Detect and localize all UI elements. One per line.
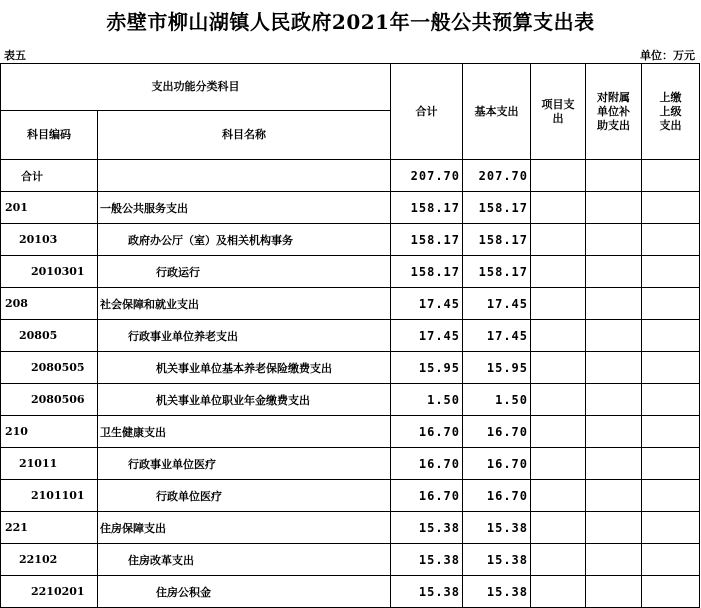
budget-table xyxy=(0,63,700,608)
row-subsidy xyxy=(586,576,642,608)
row-code: 20805 xyxy=(1,320,98,352)
row-project xyxy=(531,352,586,384)
row-basic: 158.17 xyxy=(463,192,531,224)
row-upper xyxy=(642,544,700,576)
table-row xyxy=(1,288,700,320)
row-total: 15.95 xyxy=(391,352,463,384)
row-basic: 16.70 xyxy=(463,448,531,480)
row-basic: 15.38 xyxy=(463,576,531,608)
row-name: 住房改革支出 xyxy=(98,544,391,576)
row-name: 行政事业单位养老支出 xyxy=(98,320,391,352)
row-name xyxy=(98,160,391,192)
header-name: 科目名称 xyxy=(98,111,391,160)
header-project: 项目支出 xyxy=(531,64,586,160)
row-basic: 16.70 xyxy=(463,416,531,448)
row-name: 行政事业单位医疗 xyxy=(98,448,391,480)
row-project xyxy=(531,320,586,352)
row-upper xyxy=(642,384,700,416)
header-group: 支出功能分类科目 xyxy=(1,64,391,111)
row-upper xyxy=(642,416,700,448)
row-project xyxy=(531,448,586,480)
table-row xyxy=(1,320,700,352)
row-project xyxy=(531,416,586,448)
row-basic: 1.50 xyxy=(463,384,531,416)
row-upper xyxy=(642,224,700,256)
row-code: 21011 xyxy=(1,448,98,480)
row-total: 15.38 xyxy=(391,544,463,576)
row-total: 158.17 xyxy=(391,224,463,256)
row-basic: 15.38 xyxy=(463,544,531,576)
row-code: 合计 xyxy=(1,160,98,192)
table-row xyxy=(1,160,700,192)
row-subsidy xyxy=(586,448,642,480)
row-basic: 158.17 xyxy=(463,256,531,288)
row-name: 行政单位医疗 xyxy=(98,480,391,512)
page-title: 赤壁市柳山湖镇人民政府2021年一般公共预算支出表 xyxy=(106,10,595,34)
row-code: 2080505 xyxy=(1,352,98,384)
row-name: 社会保障和就业支出 xyxy=(98,288,391,320)
row-project xyxy=(531,384,586,416)
row-subsidy xyxy=(586,224,642,256)
row-code: 2101101 xyxy=(1,480,98,512)
row-upper xyxy=(642,192,700,224)
row-total: 16.70 xyxy=(391,416,463,448)
row-name: 机关事业单位基本养老保险缴费支出 xyxy=(98,352,391,384)
row-total: 15.38 xyxy=(391,576,463,608)
table-row xyxy=(1,576,700,608)
row-code: 201 xyxy=(1,192,98,224)
table-row xyxy=(1,192,700,224)
row-code: 2010301 xyxy=(1,256,98,288)
header-subsidy: 对附属单位补助支出 xyxy=(586,64,642,160)
row-subsidy xyxy=(586,352,642,384)
row-subsidy xyxy=(586,288,642,320)
row-project xyxy=(531,576,586,608)
row-upper xyxy=(642,288,700,320)
row-total: 15.38 xyxy=(391,512,463,544)
row-code: 20103 xyxy=(1,224,98,256)
unit-label: 单位：万元 xyxy=(640,49,695,62)
row-upper xyxy=(642,352,700,384)
table-row xyxy=(1,512,700,544)
row-project xyxy=(531,224,586,256)
table-row xyxy=(1,480,700,512)
row-basic: 207.70 xyxy=(463,160,531,192)
header-total: 合计 xyxy=(391,64,463,160)
row-code: 2080506 xyxy=(1,384,98,416)
row-upper xyxy=(642,448,700,480)
row-name: 住房保障支出 xyxy=(98,512,391,544)
header-code: 科目编码 xyxy=(1,111,98,160)
row-name: 卫生健康支出 xyxy=(98,416,391,448)
table-row xyxy=(1,224,700,256)
row-subsidy xyxy=(586,192,642,224)
row-code: 22102 xyxy=(1,544,98,576)
row-basic: 17.45 xyxy=(463,288,531,320)
row-subsidy xyxy=(586,416,642,448)
row-project xyxy=(531,512,586,544)
row-total: 158.17 xyxy=(391,192,463,224)
table-row xyxy=(1,544,700,576)
header-basic: 基本支出 xyxy=(463,64,531,160)
row-subsidy xyxy=(586,384,642,416)
row-basic: 17.45 xyxy=(463,320,531,352)
row-code: 208 xyxy=(1,288,98,320)
row-code: 2210201 xyxy=(1,576,98,608)
table-row xyxy=(1,416,700,448)
row-name: 政府办公厅（室）及相关机构事务 xyxy=(98,224,391,256)
table-label: 表五 xyxy=(4,49,26,62)
row-project xyxy=(531,288,586,320)
header-row-top xyxy=(1,64,700,111)
row-subsidy xyxy=(586,320,642,352)
row-name: 住房公积金 xyxy=(98,576,391,608)
row-project xyxy=(531,544,586,576)
row-upper xyxy=(642,576,700,608)
table-row xyxy=(1,352,700,384)
row-basic: 158.17 xyxy=(463,224,531,256)
table-row xyxy=(1,384,700,416)
row-name: 行政运行 xyxy=(98,256,391,288)
row-upper xyxy=(642,320,700,352)
row-upper xyxy=(642,160,700,192)
row-basic: 16.70 xyxy=(463,480,531,512)
row-basic: 15.95 xyxy=(463,352,531,384)
row-upper xyxy=(642,512,700,544)
row-name: 一般公共服务支出 xyxy=(98,192,391,224)
row-name: 机关事业单位职业年金缴费支出 xyxy=(98,384,391,416)
header-upper: 上缴上级支出 xyxy=(642,64,700,160)
row-total: 158.17 xyxy=(391,256,463,288)
row-total: 1.50 xyxy=(391,384,463,416)
row-basic: 15.38 xyxy=(463,512,531,544)
row-upper xyxy=(642,480,700,512)
row-subsidy xyxy=(586,256,642,288)
row-project xyxy=(531,192,586,224)
row-total: 207.70 xyxy=(391,160,463,192)
row-total: 16.70 xyxy=(391,448,463,480)
table-row xyxy=(1,256,700,288)
row-upper xyxy=(642,256,700,288)
row-subsidy xyxy=(586,480,642,512)
row-subsidy xyxy=(586,544,642,576)
row-total: 17.45 xyxy=(391,320,463,352)
row-project xyxy=(531,256,586,288)
row-code: 221 xyxy=(1,512,98,544)
row-total: 17.45 xyxy=(391,288,463,320)
table-row xyxy=(1,448,700,480)
row-subsidy xyxy=(586,512,642,544)
row-code: 210 xyxy=(1,416,98,448)
row-project xyxy=(531,480,586,512)
row-subsidy xyxy=(586,160,642,192)
row-total: 16.70 xyxy=(391,480,463,512)
row-project xyxy=(531,160,586,192)
